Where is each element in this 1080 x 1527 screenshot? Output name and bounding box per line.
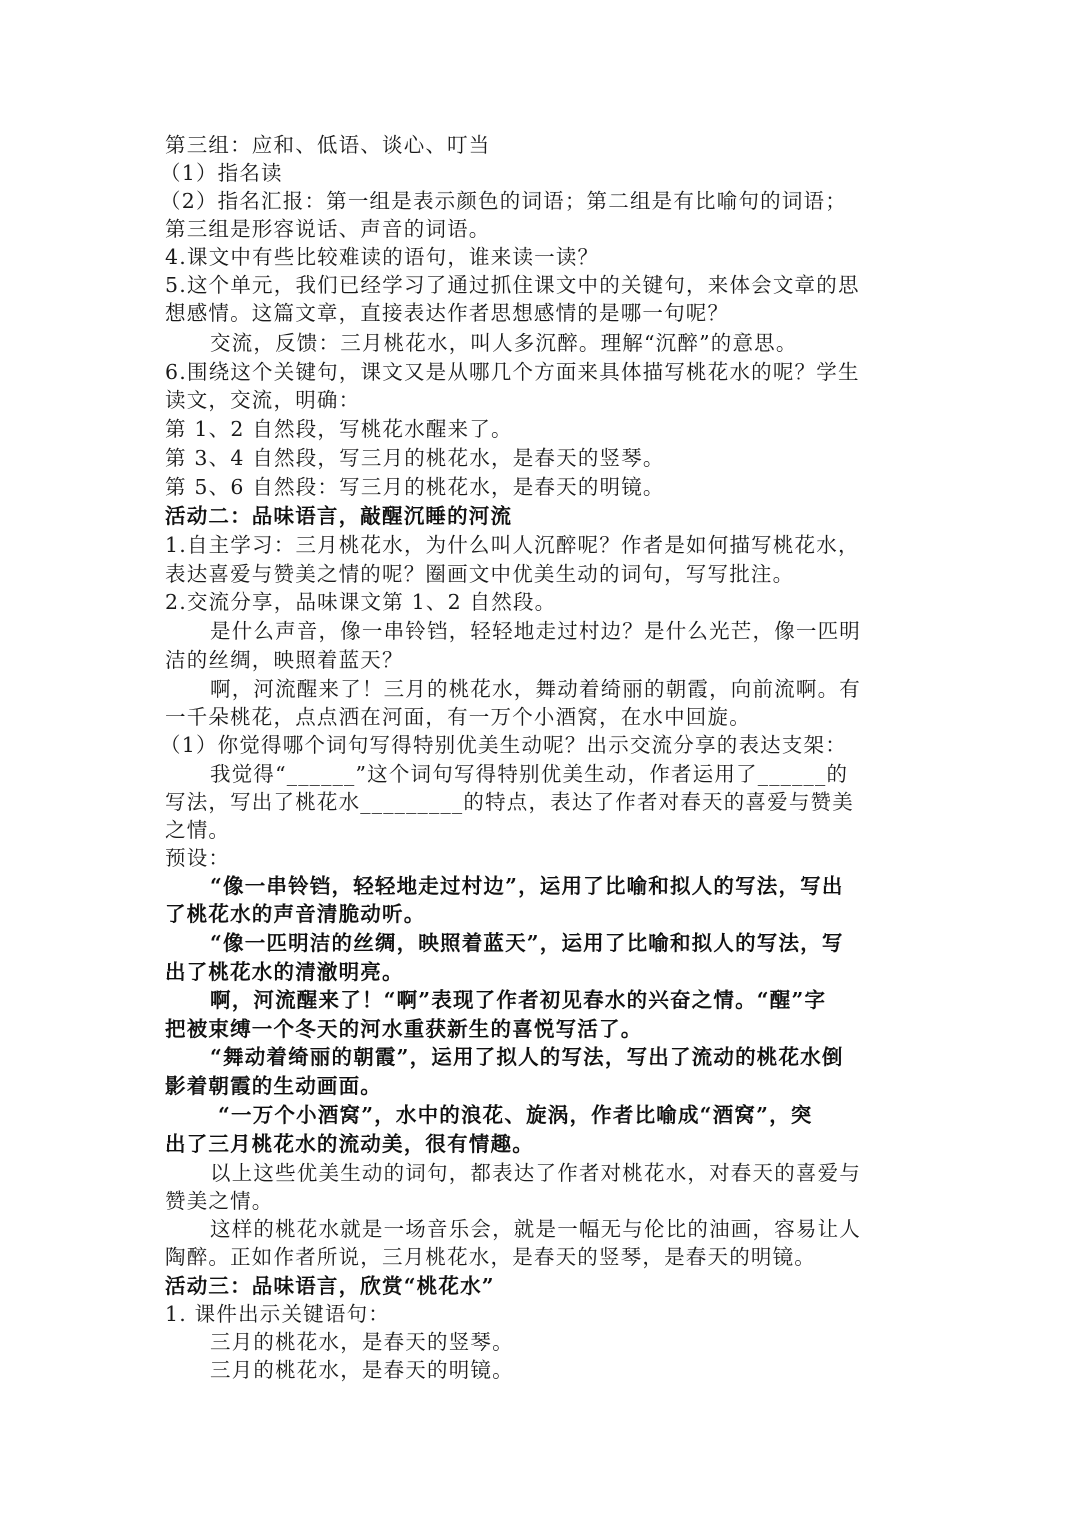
text-line: （1）指名读 xyxy=(160,161,283,185)
text-line: 第三组：应和、低语、谈心、叮当 xyxy=(165,133,491,157)
text-line: 这样的桃花水就是一场音乐会，就是一幅无与伦比的油画，容易让人 xyxy=(210,1217,861,1241)
text-line: 4.课文中有些比较难读的语句，谁来读一读？ xyxy=(165,245,600,269)
text-line: “舞动着绮丽的朝霞”，运用了拟人的写法，写出了流动的桃花水倒 xyxy=(210,1045,844,1069)
text-line: 一千朵桃花，点点洒在河面，有一万个小酒窝，在水中回旋。 xyxy=(165,705,751,729)
text-line: 陶醉。正如作者所说，三月桃花水，是春天的竖琴，是春天的明镜。 xyxy=(165,1245,816,1269)
text-line: 赞美之情。 xyxy=(165,1189,274,1213)
text-line: 我觉得“______”这个词句写得特别优美生动，作者运用了______的 xyxy=(210,762,849,786)
text-line: “一万个小酒窝”，水中的浪花、旋涡，作者比喻成“酒窝”，突 xyxy=(218,1103,813,1127)
text-line: 1.自主学习：三月桃花水，为什么叫人沉醉呢？作者是如何描写桃花水， xyxy=(165,533,860,557)
text-line: 1. 课件出示关键语句： xyxy=(165,1302,390,1326)
text-line: 想感情。这篇文章，直接表达作者思想感情的是哪一句呢？ xyxy=(165,301,730,325)
text-line: 把被束缚一个冬天的河水重获新生的喜悦写活了。 xyxy=(165,1017,643,1041)
text-line: 第 3、4 自然段，写三月的桃花水，是春天的竖琴。 xyxy=(165,446,665,470)
text-line: 了桃花水的声音清脆动听。 xyxy=(165,902,426,926)
text-line: 交流，反馈：三月桃花水，叫人多沉醉。理解“沉醉”的意思。 xyxy=(210,331,798,355)
text-line: 表达喜爱与赞美之情的呢？圈画文中优美生动的词句，写写批注。 xyxy=(165,562,795,586)
text-line: （2）指名汇报：第一组是表示颜色的词语；第二组是有比喻句的词语； xyxy=(160,189,847,213)
text-line: 第三组是形容说话、声音的词语。 xyxy=(165,217,491,241)
text-line: “像一匹明洁的丝绸，映照着蓝天”，运用了比喻和拟人的写法，写 xyxy=(210,931,844,955)
text-line: 2.交流分享，品味课文第 1、2 自然段。 xyxy=(165,590,557,614)
text-line: 第 5、6 自然段：写三月的桃花水，是春天的明镜。 xyxy=(165,475,665,499)
text-line: 预设： xyxy=(165,846,231,870)
text-line: 以上这些优美生动的词句，都表达了作者对桃花水，对春天的喜爱与 xyxy=(210,1161,861,1185)
text-line: 洁的丝绸，映照着蓝天？ xyxy=(165,648,404,672)
text-line: “像一串铃铛，轻轻地走过村边”，运用了比喻和拟人的写法，写出 xyxy=(210,874,844,898)
text-line: 出了桃花水的清澈明亮。 xyxy=(165,960,404,984)
text-line: 5.这个单元，我们已经学习了通过抓住课文中的关键句，来体会文章的思 xyxy=(165,273,860,297)
text-line: 啊，河流醒来了！“啊”表现了作者初见春水的兴奋之情。“醒”字 xyxy=(210,988,827,1012)
section-heading: 活动三：品味语言，欣赏“桃花水” xyxy=(165,1274,495,1298)
text-line: 读文，交流，明确： xyxy=(165,388,361,412)
text-line: 第 1、2 自然段，写桃花水醒来了。 xyxy=(165,417,513,441)
text-line: 啊，河流醒来了！三月的桃花水，舞动着绮丽的朝霞，向前流啊。有 xyxy=(210,677,861,701)
text-line: 写法，写出了桃花水_________的特点，表达了作者对春天的喜爱与赞美 xyxy=(165,790,854,814)
text-line: 影着朝霞的生动画面。 xyxy=(165,1074,382,1098)
text-line: 三月的桃花水，是春天的竖琴。 xyxy=(210,1330,514,1354)
text-line: 之情。 xyxy=(165,818,231,842)
text-line: 是什么声音，像一串铃铛，轻轻地走过村边？是什么光芒，像一匹明 xyxy=(210,619,861,643)
text-line: （1）你觉得哪个词句写得特别优美生动呢？出示交流分享的表达支架： xyxy=(160,733,847,757)
text-line: 6.围绕这个关键句，课文又是从哪几个方面来具体描写桃花水的呢？学生 xyxy=(165,360,860,384)
text-line: 出了三月桃花水的流动美，很有情趣。 xyxy=(165,1132,534,1156)
section-heading: 活动二：品味语言，敲醒沉睡的河流 xyxy=(165,504,513,528)
text-line: 三月的桃花水，是春天的明镜。 xyxy=(210,1358,514,1382)
